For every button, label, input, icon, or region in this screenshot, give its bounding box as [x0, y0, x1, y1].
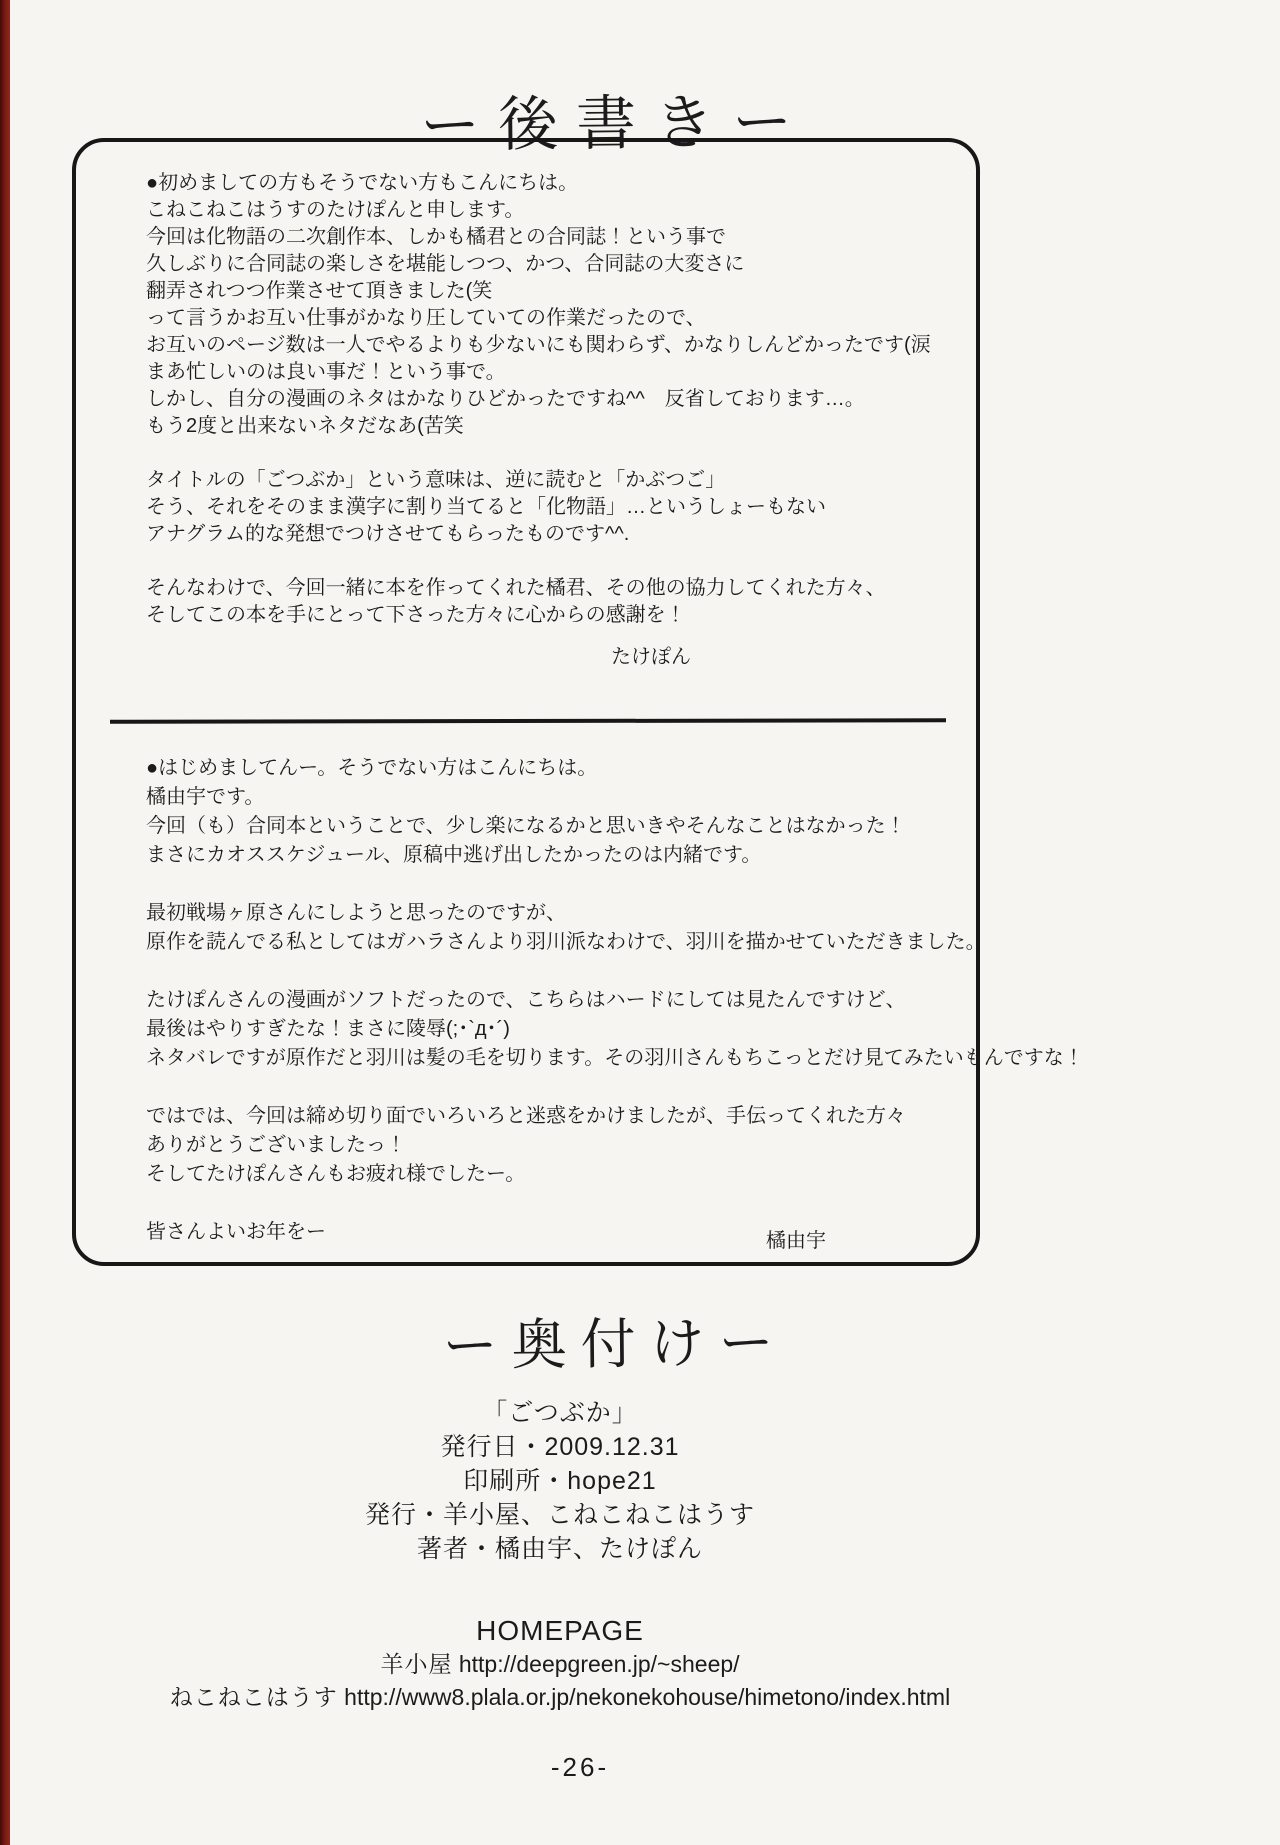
text-line: [146, 1189, 1036, 1218]
tachibana-comment-section: [146, 754, 1084, 1247]
site-url: http://www8.plala.or.jp/nekonekohouse/himetono/index.html: [344, 1684, 951, 1710]
colophon-title: ー奥付けー: [442, 1311, 788, 1377]
afterword-title: ー後書きー: [419, 87, 811, 160]
text-line: 皆さんよいお年をー: [146, 1221, 326, 1243]
text-line: しかし、自分の漫画のネタはかなりひどかったですね^^ 反省しております…。: [146, 388, 865, 410]
text-line: お互いのページ数は一人でやるよりも少ないにも関わらず、かなりしんどかったです(涙: [146, 334, 931, 356]
text-line: そしてこの本を手にとって下さった方々に心からの感謝を！: [146, 604, 686, 626]
text-line: 橘由宇です。: [146, 786, 265, 808]
text-line: ●はじめましてんー。そうでない方はこんにちは。: [146, 757, 598, 779]
text-line: 印刷所・hope21: [463, 1467, 657, 1495]
text-line: 原作を読んでる私としてはガハラさんより羽川派なわけで、羽川を描かせていただきました。: [146, 931, 986, 953]
text-line: 最後はやりすぎたな！まさに陵辱(;･`д･´): [146, 1018, 510, 1040]
text-line: って言うかお互い仕事がかなり圧していての作業だったので、: [146, 307, 706, 329]
text-line: こねこねこはうすのたけぽんと申します。: [146, 199, 525, 221]
text-line: [146, 548, 1036, 575]
text-line: そしてたけぽんさんもお疲れ様でしたー。: [146, 1163, 526, 1185]
text-line: アナグラム的な発想でつけさせてもらったものです^^.: [146, 523, 630, 545]
tachibana-signature: 橘由宇: [766, 1230, 826, 1252]
site-name: ねこねこはうす: [169, 1684, 338, 1710]
text-line: ●初めましての方もそうでない方もこんにちは。: [146, 172, 579, 194]
text-line: そんなわけで、今回一緒に本を作ってくれた橘君、その他の協力してくれた方々、: [146, 577, 886, 599]
site-name: 羊小屋: [380, 1651, 453, 1677]
text-line: もう2度と出来ないネタだなあ(苦笑: [146, 415, 464, 437]
text-line: 翻弄されつつ作業させて頂きました(笑: [146, 280, 493, 302]
takepon-comment-section: [146, 170, 1036, 629]
text-line: 発行・羊小屋、こねこねこはうす: [364, 1501, 755, 1529]
homepage-section: [10, 1614, 1110, 1714]
site-line-nekoneko: [10, 1681, 1110, 1714]
site-url: http://deepgreen.jp/~sheep/: [458, 1651, 740, 1677]
section-divider: [110, 718, 946, 723]
text-line: まさにカオススケジュール、原稿中逃げ出したかったのは内緒です。: [146, 844, 762, 866]
text-line: 最初戦場ヶ原さんにしようと思ったのですが、: [146, 902, 566, 924]
text-line: 久しぶりに合同誌の楽しさを堪能しつつ、かつ、合同誌の大変さに: [146, 253, 745, 275]
text-line: タイトルの「ごつぶか」という意味は、逆に読むと「かぶつご」: [146, 469, 726, 491]
text-line: [146, 870, 1036, 899]
homepage-heading: HOMEPAGE: [476, 1615, 644, 1646]
site-line-sheep: [10, 1648, 1110, 1681]
afterword-box: [72, 138, 1084, 1266]
text-line: 今回（も）合同本ということで、少し楽になるかと思いきやそんなことはなかった！: [146, 815, 906, 837]
colophon-info: [10, 1396, 1110, 1566]
takepon-signature: たけぽん: [611, 646, 691, 668]
text-line: 著者・橘由宇、たけぽん: [416, 1535, 703, 1563]
text-line: たけぽんさんの漫画がソフトだったので、こちらはハードにしては見たんですけど、: [146, 989, 906, 1011]
text-line: ではでは、今回は締め切り面でいろいろと迷惑をかけましたが、手伝ってくれた方々: [146, 1105, 906, 1127]
text-line: [146, 957, 1036, 986]
text-line: まあ忙しいのは良い事だ！という事で。: [146, 361, 506, 383]
text-line: 発行日・2009.12.31: [440, 1433, 680, 1461]
scan-binding-edge: [0, 0, 10, 1845]
page-number: -26-: [550, 1752, 610, 1782]
text-line: 「ごつぶか」: [482, 1399, 638, 1427]
text-line: [146, 440, 1036, 467]
text-line: 今回は化物語の二次創作本、しかも橘君との合同誌！という事で: [146, 226, 726, 248]
text-line: ありがとうございましたっ！: [146, 1134, 406, 1156]
text-line: ネタバレですが原作だと羽川は髪の毛を切ります。その羽川さんもちこっとだけ見てみたいもんですな！: [146, 1047, 1084, 1069]
text-line: そう、それをそのまま漢字に割り当てると「化物語」…というしょーもない: [146, 496, 826, 518]
text-line: [146, 1073, 1036, 1102]
